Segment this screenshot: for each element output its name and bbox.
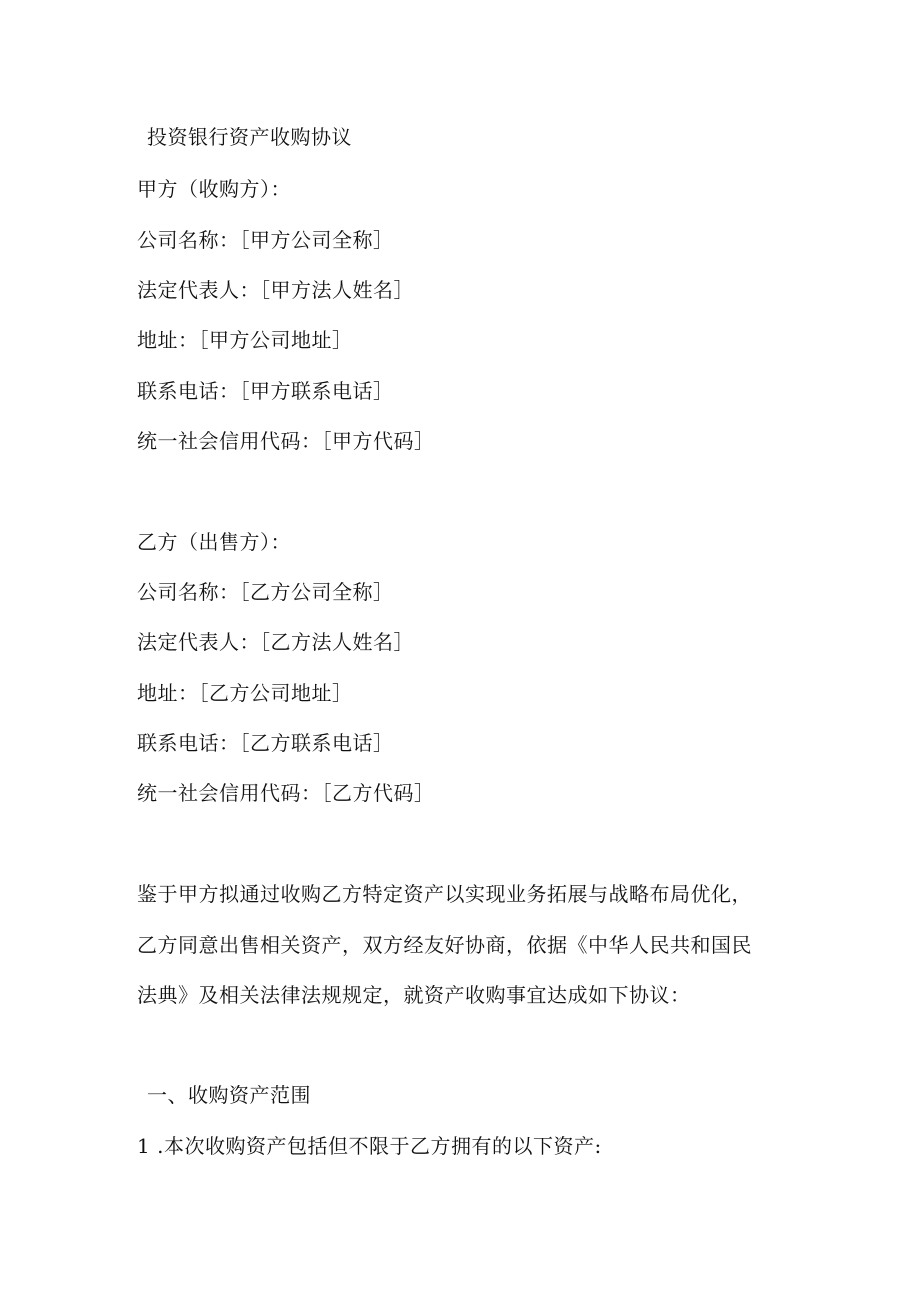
party-b-legal-rep: 法定代表人：［乙方法人姓名］	[137, 630, 414, 654]
party-a-credit-code: 统一社会信用代码：［甲方代码］	[137, 429, 435, 453]
party-a-legal-rep: 法定代表人：［甲方法人姓名］	[137, 278, 414, 302]
party-a-company-name: 公司名称：［甲方公司全称］	[137, 228, 394, 252]
preamble-line: 法典》及相关法律法规规定，就资产收购事宜达成如下协议：	[137, 983, 691, 1007]
party-a-address: 地址：［甲方公司地址］	[137, 328, 353, 352]
party-b-credit-code: 统一社会信用代码：［乙方代码］	[137, 781, 435, 805]
section-1-heading: 一、收购资产范围	[147, 1083, 311, 1107]
document-title: 投资银行资产收购协议	[147, 125, 352, 149]
section-1-item-1: 1 .本次收购资产包括但不限于乙方拥有的以下资产:	[137, 1134, 602, 1158]
party-a-phone: 联系电话：［甲方联系电话］	[137, 379, 394, 403]
party-b-address: 地址：［乙方公司地址］	[137, 681, 353, 705]
party-b-company-name: 公司名称：［乙方公司全称］	[137, 580, 394, 604]
party-b-heading: 乙方（出售方）：	[137, 530, 291, 554]
party-b-phone: 联系电话：［乙方联系电话］	[137, 731, 394, 755]
preamble-line: 鉴于甲方拟通过收购乙方特定资产以实现业务拓展与战略布局优化，	[137, 882, 752, 906]
preamble-line: 乙方同意出售相关资产，双方经友好协商，依据《中华人民共和国民	[137, 933, 752, 957]
party-a-heading: 甲方（收购方）：	[137, 177, 291, 201]
